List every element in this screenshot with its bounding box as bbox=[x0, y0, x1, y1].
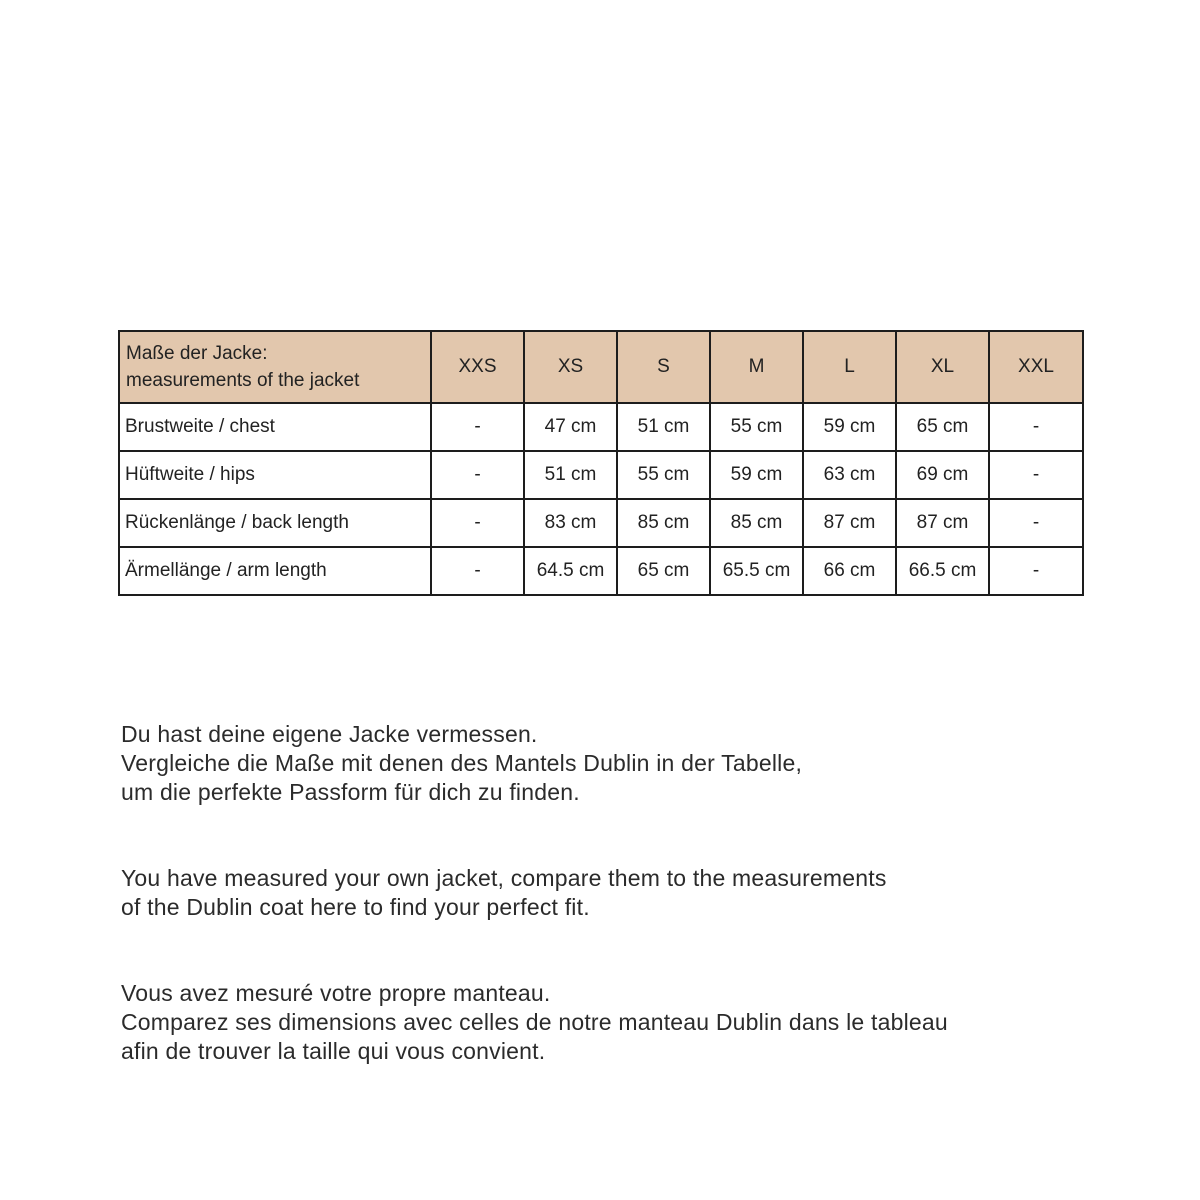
table-row-arm-length bbox=[119, 547, 1083, 595]
german-line-2: Vergleiche die Maße mit denen des Mantels Dublin in der Tabelle, bbox=[121, 750, 803, 776]
table-title-line-1: Maße der Jacke: bbox=[126, 343, 268, 364]
cell-hips-xxl: - bbox=[989, 451, 1083, 499]
cell-arm-xxs: - bbox=[431, 547, 524, 595]
cell-arm-l: 66 cm bbox=[803, 547, 896, 595]
cell-hips-m: 59 cm bbox=[710, 451, 803, 499]
size-header-xxl: XXL bbox=[989, 331, 1083, 403]
cell-arm-m: 65.5 cm bbox=[710, 547, 803, 595]
size-header-m: M bbox=[710, 331, 803, 403]
row-label-back-length: Rückenlänge / back length bbox=[119, 499, 431, 547]
paragraph-french bbox=[121, 979, 948, 1066]
cell-hips-xs: 51 cm bbox=[524, 451, 617, 499]
cell-back-xxs: - bbox=[431, 499, 524, 547]
cell-arm-xs: 64.5 cm bbox=[524, 547, 617, 595]
cell-arm-xl: 66.5 cm bbox=[896, 547, 989, 595]
cell-chest-s: 51 cm bbox=[617, 403, 710, 451]
cell-back-m: 85 cm bbox=[710, 499, 803, 547]
row-label-chest: Brustweite / chest bbox=[119, 403, 431, 451]
cell-chest-xs: 47 cm bbox=[524, 403, 617, 451]
cell-hips-l: 63 cm bbox=[803, 451, 896, 499]
french-line-1: Vous avez mesuré votre propre manteau. bbox=[121, 980, 551, 1006]
size-header-l: L bbox=[803, 331, 896, 403]
cell-arm-s: 65 cm bbox=[617, 547, 710, 595]
cell-chest-xxl: - bbox=[989, 403, 1083, 451]
cell-back-xxl: - bbox=[989, 499, 1083, 547]
english-line-1: You have measured your own jacket, compare them to the measurements bbox=[121, 865, 887, 891]
french-line-3: afin de trouver la taille qui vous convient. bbox=[121, 1038, 546, 1064]
cell-back-l: 87 cm bbox=[803, 499, 896, 547]
cell-chest-xl: 65 cm bbox=[896, 403, 989, 451]
size-header-xs: XS bbox=[524, 331, 617, 403]
cell-back-xl: 87 cm bbox=[896, 499, 989, 547]
cell-hips-s: 55 cm bbox=[617, 451, 710, 499]
french-line-2: Comparez ses dimensions avec celles de notre manteau Dublin dans le tableau bbox=[121, 1009, 948, 1035]
table-title-line-2: measurements of the jacket bbox=[126, 370, 360, 391]
cell-hips-xl: 69 cm bbox=[896, 451, 989, 499]
german-line-3: um die perfekte Passform für dich zu finden. bbox=[121, 779, 580, 805]
cell-back-s: 85 cm bbox=[617, 499, 710, 547]
paragraph-german bbox=[121, 720, 802, 807]
english-line-2: of the Dublin coat here to find your perfect fit. bbox=[121, 894, 590, 920]
size-header-s: S bbox=[617, 331, 710, 403]
size-header-xxs: XXS bbox=[431, 331, 524, 403]
cell-chest-l: 59 cm bbox=[803, 403, 896, 451]
size-table-container bbox=[118, 330, 1084, 596]
cell-arm-xxl: - bbox=[989, 547, 1083, 595]
cell-chest-xxs: - bbox=[431, 403, 524, 451]
size-table bbox=[118, 330, 1084, 596]
table-header-row bbox=[119, 331, 1083, 403]
cell-hips-xxs: - bbox=[431, 451, 524, 499]
table-row-chest bbox=[119, 403, 1083, 451]
table-row-hips bbox=[119, 451, 1083, 499]
table-row-back-length bbox=[119, 499, 1083, 547]
row-label-hips: Hüftweite / hips bbox=[119, 451, 431, 499]
cell-chest-m: 55 cm bbox=[710, 403, 803, 451]
cell-back-xs: 83 cm bbox=[524, 499, 617, 547]
size-header-xl: XL bbox=[896, 331, 989, 403]
row-label-arm-length: Ärmellänge / arm length bbox=[119, 547, 431, 595]
table-title-cell bbox=[119, 331, 431, 403]
german-line-1: Du hast deine eigene Jacke vermessen. bbox=[121, 721, 538, 747]
paragraph-english bbox=[121, 864, 887, 922]
